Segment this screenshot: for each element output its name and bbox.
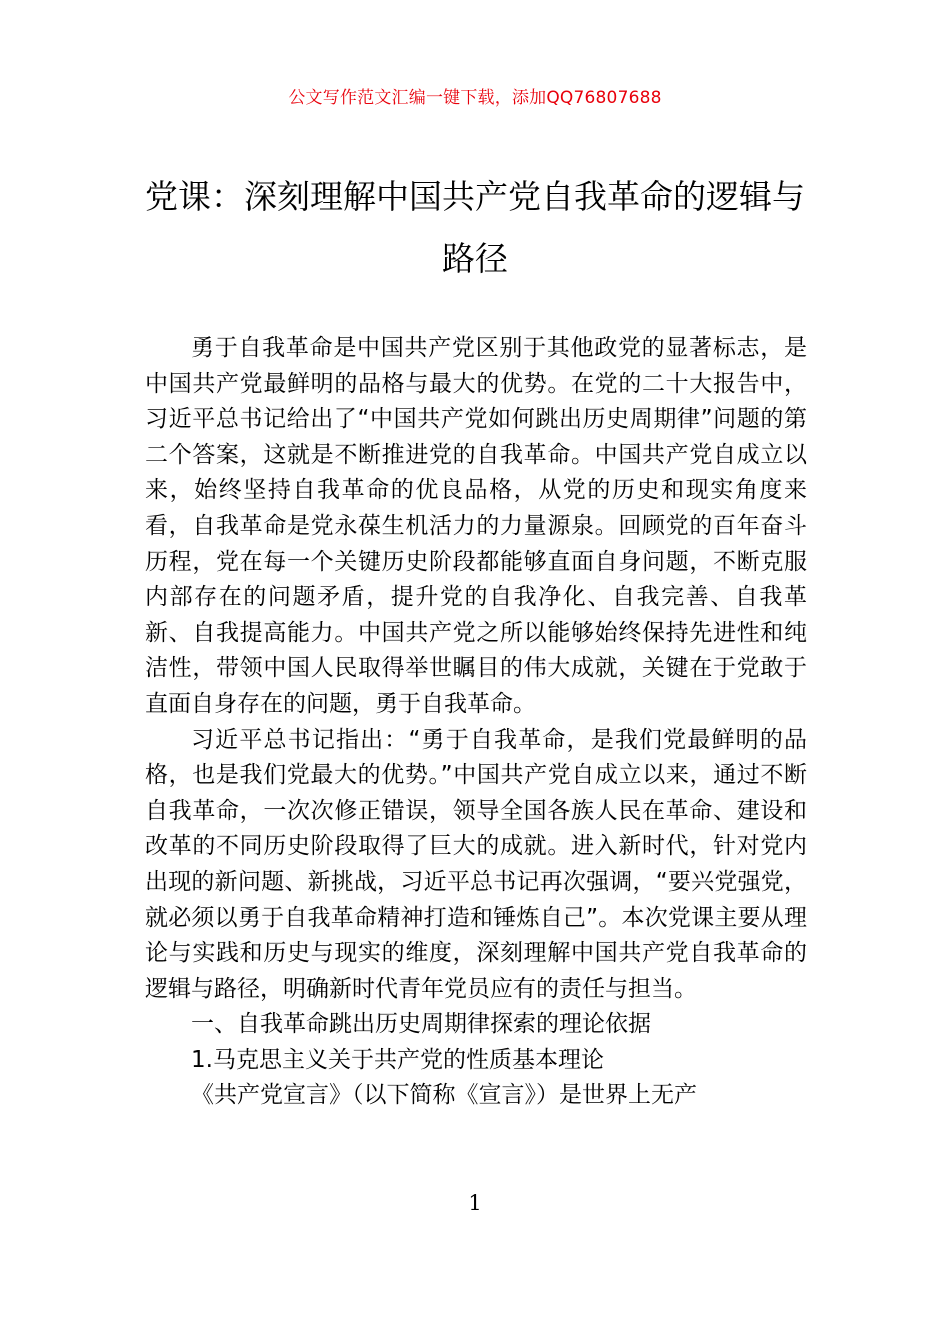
document-body — [145, 331, 807, 1114]
document-title: 党课：深刻理解中国共产党自我革命的逻辑与路径 — [145, 177, 805, 278]
section-heading: 一、自我革命跳出历史周期律探索的理论依据 — [191, 1011, 651, 1038]
paragraph-3: 《共产党宣言》（以下简称《宣言》）是世界上无产 — [191, 1082, 697, 1109]
page-number: 1 — [468, 1191, 482, 1215]
subsection-heading: 1.马克思主义关于共产党的性质基本理论 — [191, 1046, 604, 1073]
paragraph-2: 习近平总书记指出：“勇于自我革命，是我们党最鲜明的品格，也是我们党最大的优势。”中国共产党自成立以来，通过不断自我革命，一次次修正错误，领导全国各族人民在革命、建设和改革的不同历史阶段取得了巨大的成就。进入新时代，针对党内出现的新问题、新挑战，习近平总书记再次强调，“要兴党强党，就必须以勇于自我革命精神打造和锤炼自己”。本次党课主要从理论与实践和历史与现实的维度，深刻理解中国共产党自我革命的逻辑与路径，明确新时代青年党员应有的责任与担当。 — [145, 726, 807, 1002]
header-note: 公文写作范文汇编一键下载，添加QQ76807688 — [288, 88, 662, 108]
paragraph-1: 勇于自我革命是中国共产党区别于其他政党的显著标志，是中国共产党最鲜明的品格与最大的优势。在党的二十大报告中，习近平总书记给出了“中国共产党如何跳出历史周期律”问题的第二个答案，这就是不断推进党的自我革命。中国共产党自成立以来，始终坚持自我革命的优良品格，从党的历史和现实角度来看，自我革命是党永葆生机活力的力量源泉。回顾党的百年奋斗历程，党在每一个关键历史阶段都能够直面自身问题，不断克服内部存在的问题矛盾，提升党的自我净化、自我完善、自我革新、自我提高能力。中国共产党之所以能够始终保持先进性和纯洁性，带领中国人民取得举世瞩目的伟大成就，关键在于党敢于直面自身存在的问题，勇于自我革命。 — [145, 335, 807, 717]
